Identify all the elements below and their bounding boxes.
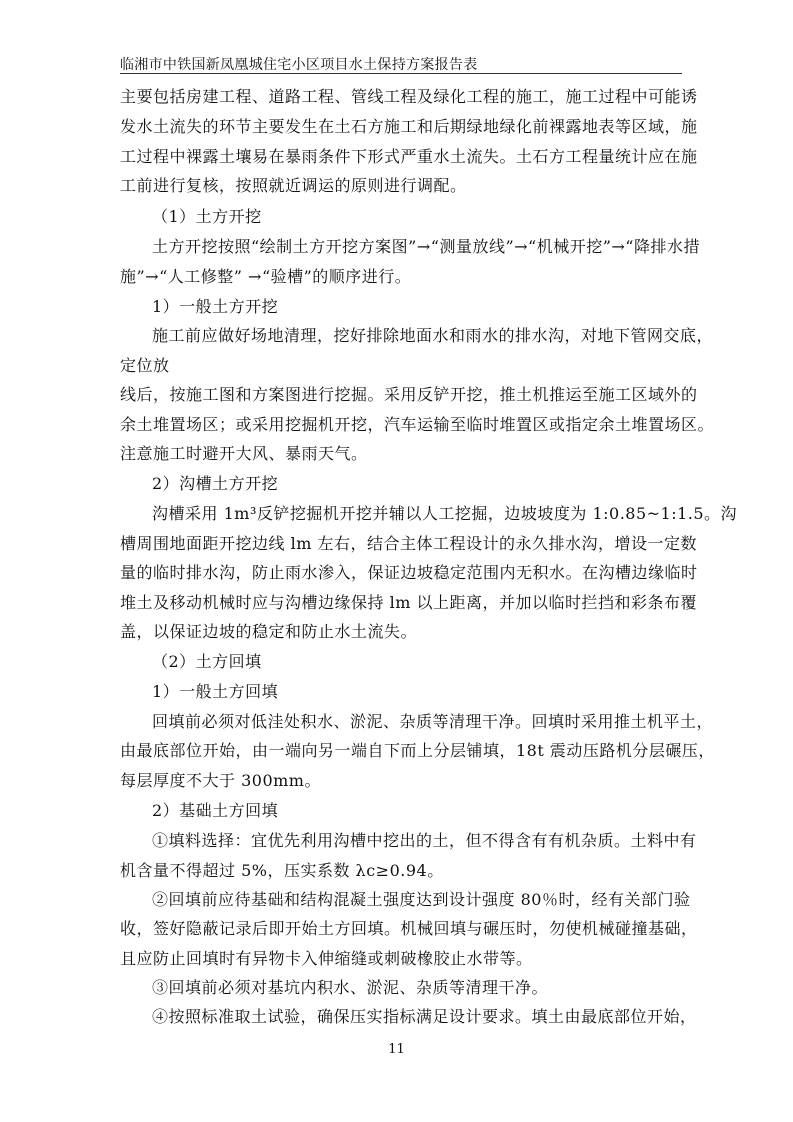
section-heading: （2）土方回填 — [152, 652, 262, 671]
subsection-heading: 2）沟槽土方开挖 — [152, 474, 279, 493]
text-line: 注意施工时避开大风、暴雨天气。 — [120, 444, 368, 463]
subsection-heading: 1）一般土方回填 — [152, 682, 279, 701]
text-line: ③回填前必须对基坑内积水、淤泥、杂质等清理干净。 — [152, 978, 549, 997]
text-line: 余土堆置场区；或采用挖掘机开挖，汽车运输至临时堆置区或指定余土堆置场区。 — [120, 415, 715, 434]
text-line: 回填前必须对低洼处积水、淤泥、杂质等清理干净。回填时采用推土机平土， — [152, 712, 714, 731]
text-line: 收，签好隐蔽记录后即开始土方回填。机械回填与碾压时，勿使机械碰撞基础， — [120, 919, 698, 938]
header-title: 临湘市中铁国新凤凰城住宅小区项目水土保持方案报告表 — [120, 57, 478, 73]
text-line: 每层厚度不大于 300mm。 — [120, 771, 321, 790]
text-line: 施工前应做好场地清理，挖好排除地面水和雨水的排水沟，对地下管网交底， — [152, 326, 714, 345]
page-header — [120, 48, 682, 74]
subsection-heading: 1）一般土方开挖 — [152, 297, 279, 316]
text-line: 盖，以保证边坡的稳定和防止水土流失。 — [120, 622, 418, 641]
text-line: ②回填前应待基础和结构混凝土强度达到设计强度 80％时，经有关部门验 — [152, 890, 691, 909]
text-line: ④按照标准取土试验，确保压实指标满足设计要求。填土由最底部位开始， — [152, 1007, 697, 1026]
page-number: 11 — [388, 1042, 405, 1057]
text-line: 工前进行复核，按照就近调运的原则进行调配。 — [120, 176, 467, 195]
text-line: 量的临时排水沟，防止雨水渗入，保证边坡稳定范围内无积水。在沟槽边缘临时 — [120, 563, 698, 582]
text-line: 机含量不得超过 5%，压实系数 λc≥0.94。 — [120, 861, 444, 880]
text-line: 土方开挖按照“绘制土方开挖方案图”→“测量放线”→“机械开挖”→“降排水措 — [152, 237, 700, 256]
text-line: 线后，按施工图和方案图进行挖掘。采用反铲开挖，推土机推运至施工区域外的 — [120, 385, 698, 404]
text-line: ①填料选择：宜优先利用沟槽中挖出的土，但不得含有有机杂质。土料中有 — [152, 831, 697, 850]
text-line: 工过程中裸露土壤易在暴雨条件下形式严重水土流失。土石方工程量统计应在施 — [120, 147, 698, 166]
text-line: 主要包括房建工程、道路工程、管线工程及绿化工程的施工，施工过程中可能诱 — [120, 87, 698, 106]
text-line: 定位放 — [120, 356, 170, 375]
text-line: 槽周围地面距开挖边线 lm 左右，结合主体工程设计的永久排水沟，增设一定数 — [120, 534, 697, 553]
text-line: 施”→“人工修整” →“验槽”的顺序进行。 — [120, 267, 412, 286]
section-heading: （1）土方开挖 — [152, 207, 262, 226]
text-line: 由最底部位开始，由一端向另一端自下而上分层铺填，18t 震动压路机分层碾压， — [120, 741, 715, 760]
text-line: 发水土流失的环节主要发生在土石方施工和后期绿地绿化前裸露地表等区域，施 — [120, 117, 698, 136]
text-line: 堆土及移动机械时应与沟槽边缘保持 lm 以上距离，并加以临时拦挡和彩条布覆 — [120, 593, 697, 612]
text-line: 且应防止回填时有异物卡入伸缩缝或刺破橡胶止水带等。 — [120, 949, 533, 968]
subsection-heading: 2）基础土方回填 — [152, 801, 279, 820]
text-line: 沟槽采用 1m³反铲挖掘机开挖并辅以人工挖掘，边坡坡度为 1:0.85~1:1.5。沟 — [152, 504, 738, 523]
